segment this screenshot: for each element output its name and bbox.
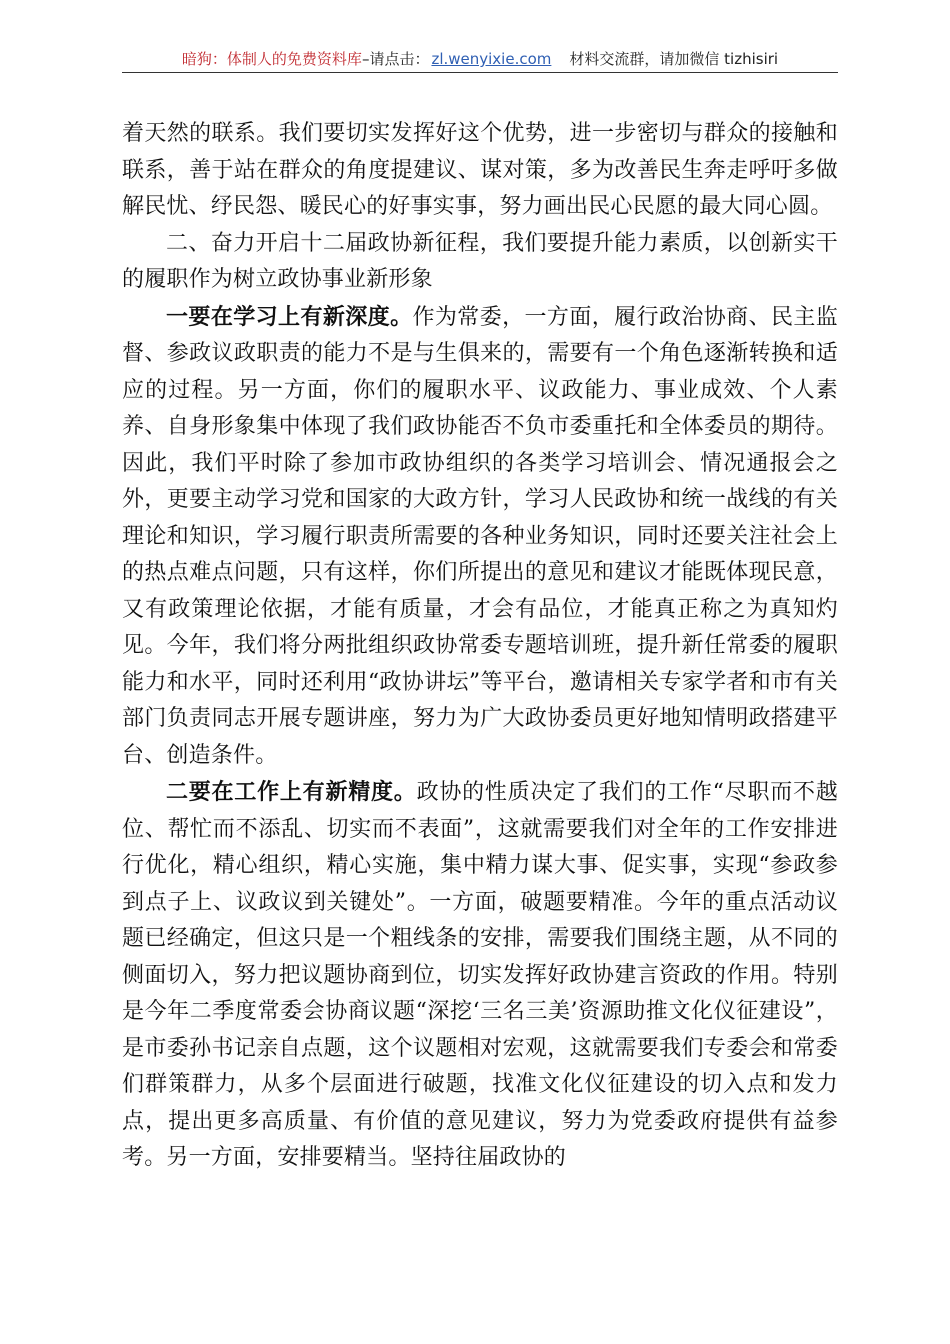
paragraph-continuation: 着天然的联系。我们要切实发挥好这个优势，进一步密切与群众的接触和联系，善于站在群众的角度提建议、谋对策，多为改善民生奔走呼吁多做解民忧、纾民怨、暖民心的好事实事，努力画出民心民愿的最大同心圆。	[122, 121, 838, 219]
paragraph-work-lead: 二要在工作上有新精度。	[166, 779, 417, 805]
page-header	[122, 46, 838, 72]
header-brand: 暗狗：体制人的免费资料库	[181, 50, 362, 68]
header-wechat-note: 材料交流群，请加微信 tizhisiri	[569, 50, 779, 68]
paragraph-study	[122, 299, 838, 775]
document-body	[122, 116, 838, 1177]
paragraph-study-lead: 一要在学习上有新深度。	[166, 303, 413, 330]
header-link[interactable]: zl.wenyixie.com	[431, 50, 552, 68]
section-heading: 二、奋力开启十二届政协新征程，我们要提升能力素质，以创新实干的履职作为树立政协事业新形象	[122, 230, 838, 292]
paragraph-study-text: 作为常委，一方面，履行政治协商、民主监督、参政议政职责的能力不是与生俱来的，需要有一个角色逐渐转换和适应的过程。另一方面，你们的履职水平、议政能力、事业成效、个人素养、自身形象集中体现了我们政协能否不负市委重托和全体委员的期待。因此，我们平时除了参加市政协组织的各类学习培训会、情况通报会之外，更要主动学习党和国家的大政方针，学习人民政协和统一战线的有关理论和知识，学习履行职责所需要的各种业务知识，同时还要关注社会上的热点难点问题，只有这样，你们所提出的意见和建议才能既体现民意，又有政策理论依据，才能有质量，才会有品位，才能真正称之为真知灼见。今年，我们将分两批组织政协常委专题培训班，提升新任常委的履职能力和水平，同时还利用“政协讲坛”等平台，邀请相关专家学者和市有关部门负责同志开展专题讲座，努力为广大政协委员更好地知情明政搭建平台、创造条件。	[122, 304, 839, 768]
header-prompt: –请点击：	[361, 50, 430, 68]
paragraph-work	[122, 774, 838, 1177]
paragraph-work-text: 政协的性质决定了我们的工作“尽职而不越位、帮忙而不添乱、切实而不表面”，这就需要我们对全年的工作安排进行优化，精心组织，精心实施，集中精力谋大事、促实事，实现“参政参到点子上、议政议到关键处”。一方面，破题要精准。今年的重点活动议题已经确定，但这只是一个粗线条的安排，需要我们围绕主题，从不同的侧面切入，努力把议题协商到位，切实发挥好政协建言资政的作用。特别是今年二季度常委会协商议题“深挖‘三名三美’资源助推文化仪征建设”，是市委孙书记亲自点题，这个议题相对宏观，这就需要我们专委会和常委们群策群力，从多个层面进行破题，找准文化仪征建设的切入点和发力点，提出更多高质量、有价值的意见建议，努力为党委政府提供有益参考。另一方面，安排要精当。坚持往届政协的	[122, 780, 838, 1170]
header-divider	[122, 72, 838, 73]
